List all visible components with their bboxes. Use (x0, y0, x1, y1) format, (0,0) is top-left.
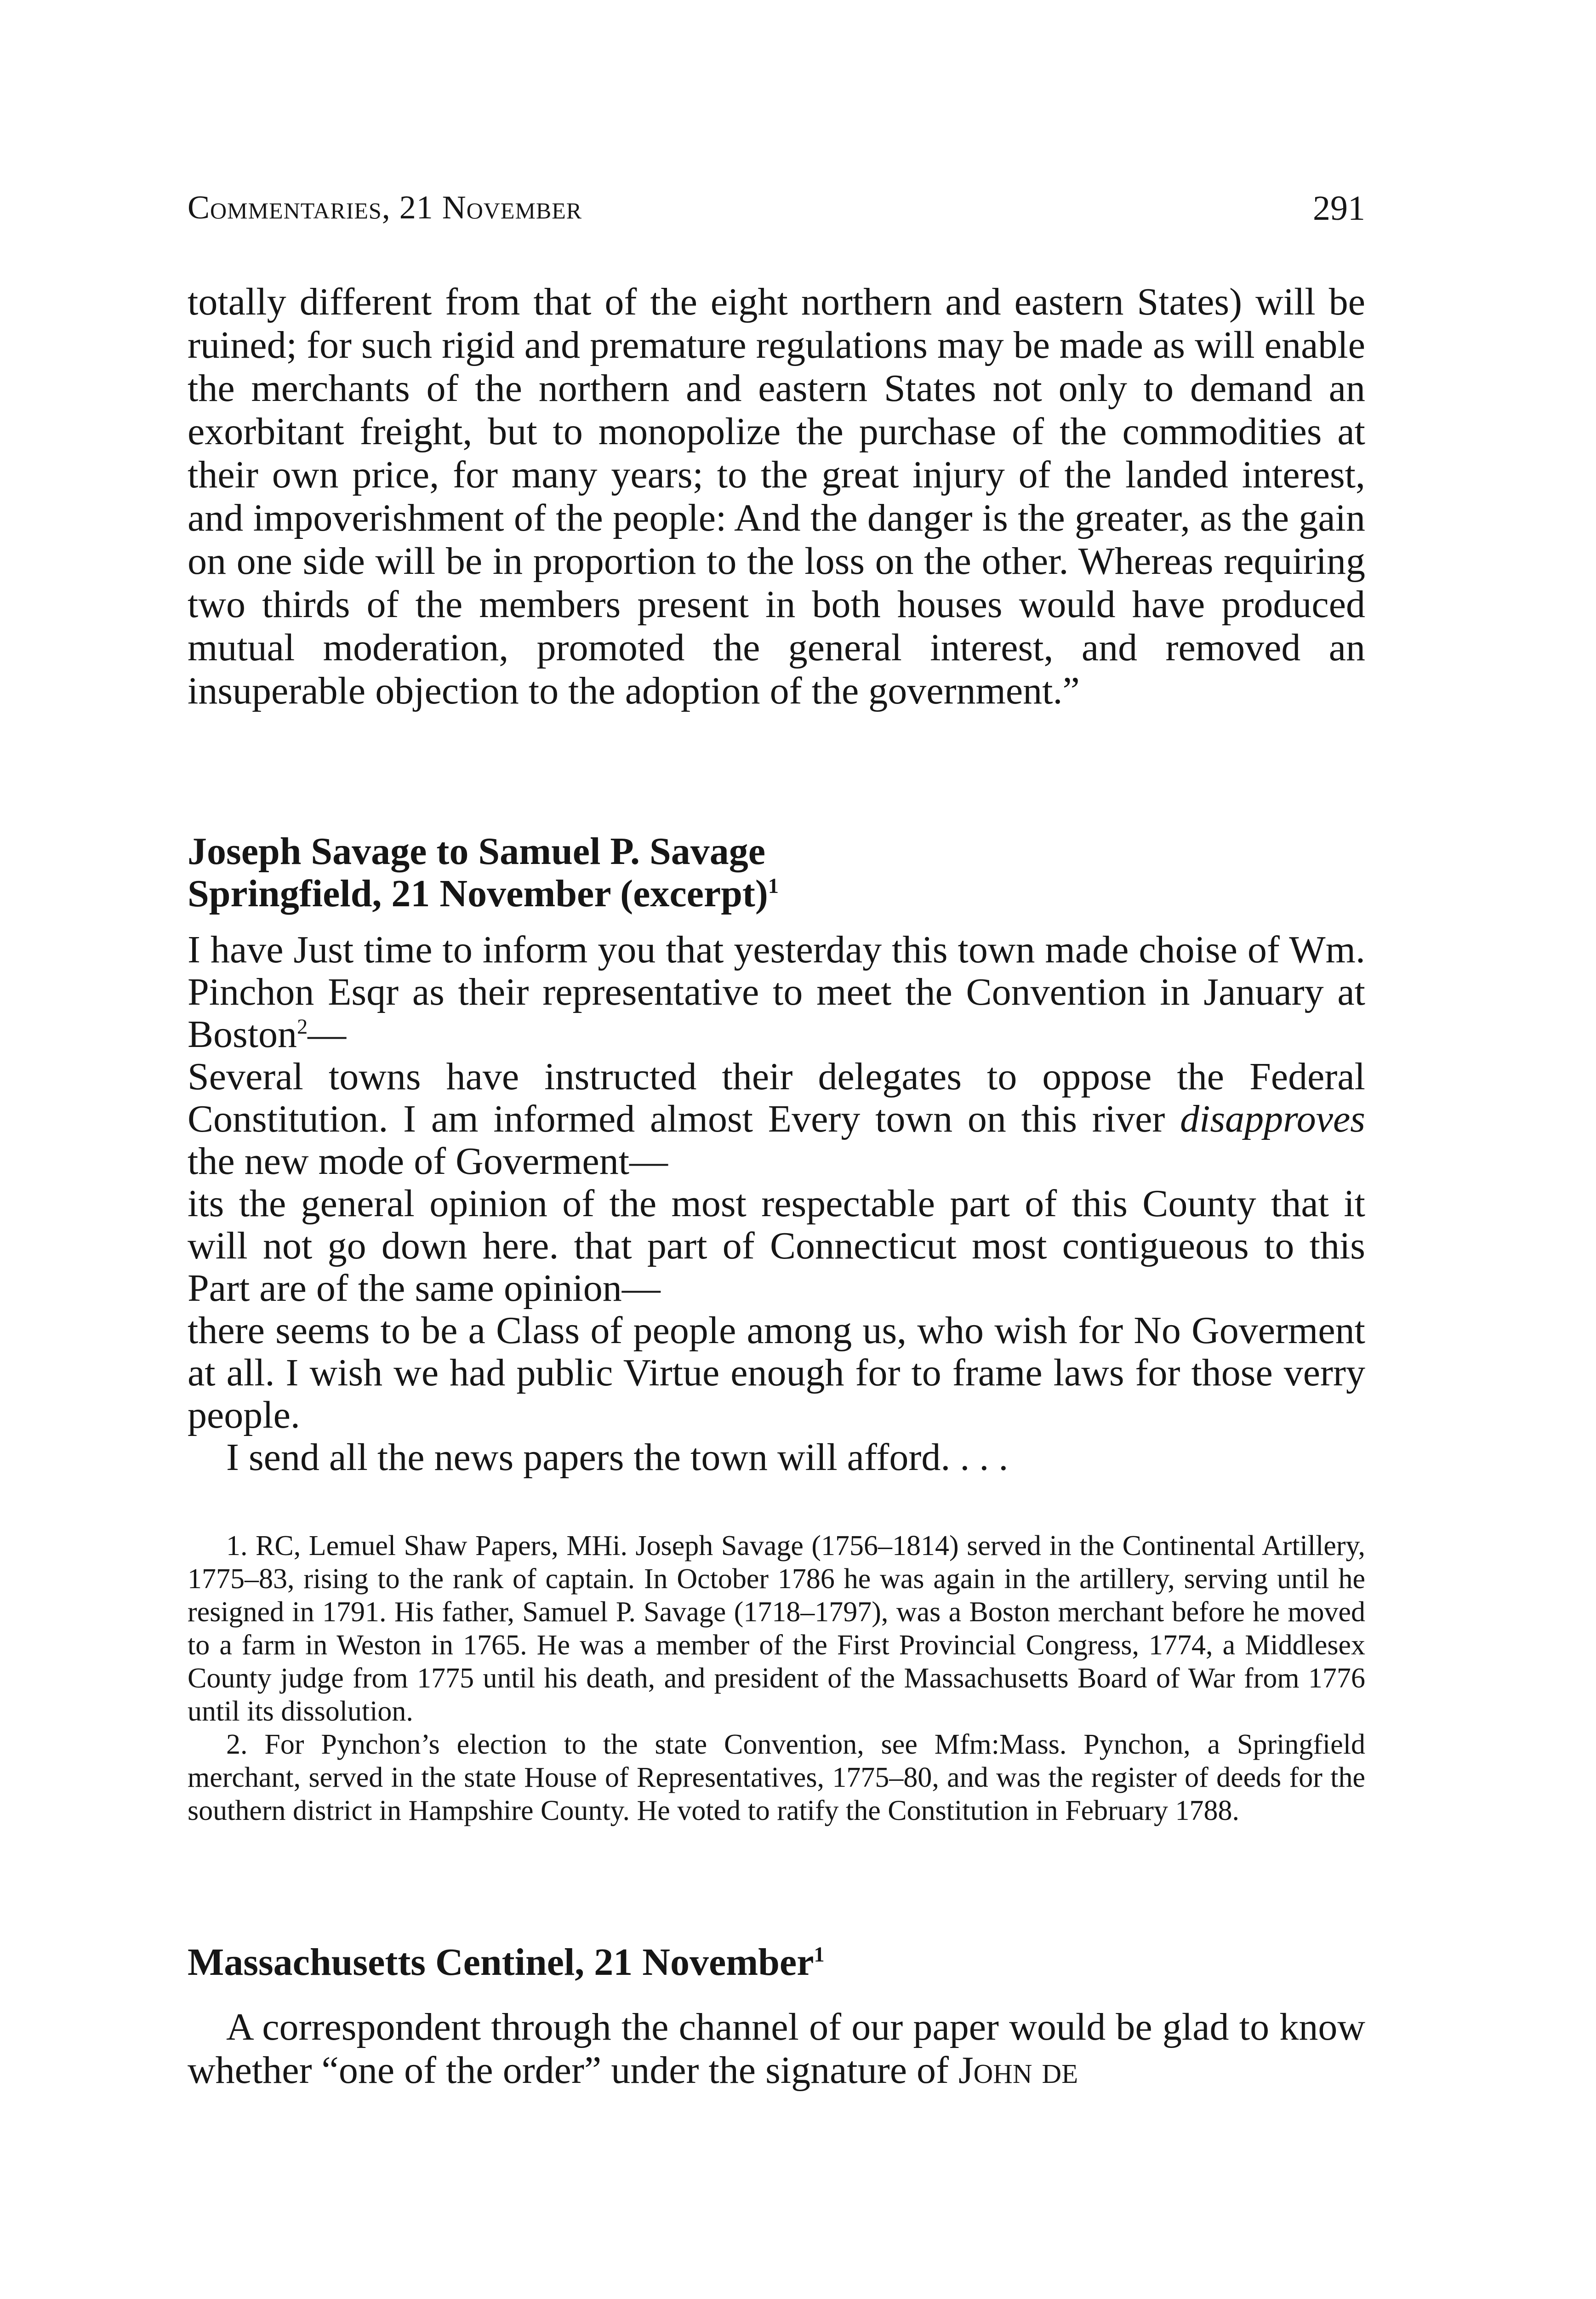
centinel-paragraph (188, 2006, 1365, 2092)
section-heading-centinel (188, 1940, 825, 1984)
letter-paragraph-3: its the general opinion of the most respectable part of this County that it will not go down here. that part of Connecticut most contigueous to this Part are of the same opinion— (188, 1182, 1365, 1310)
small-caps-name: John de (958, 2049, 1078, 2092)
letter-paragraph-4: there seems to be a Class of people among us, who wish for No Goverment at all. I wish we had public Virtue enough for to frame laws for those verry people. (188, 1309, 1365, 1436)
section-heading-line1: Joseph Savage to Samuel P. Savage (188, 830, 766, 873)
footnote-ref: 1 (768, 874, 779, 898)
section-heading-title: Massachusetts Centinel, 21 November (188, 1941, 814, 1984)
footnote-ref: 1 (814, 1943, 825, 1966)
running-head: Commentaries, 21 November (188, 189, 582, 226)
footnote-2: 2. For Pynchon’s election to the state Convention, see Mfm:Mass. Pynchon, a Springfield merchant, served in the state House of Representatives, 1775–80, and was the register of deeds for the southern district in Hampshire County. He voted to ratify the Constitution in February 1788. (188, 1729, 1365, 1826)
letter-text: the new mode of Goverment— (188, 1140, 668, 1183)
paragraph-text: A correspondent through the channel of our paper would be glad to know whether “one of the order” under the signature of (188, 2006, 1365, 2092)
page-number: 291 (1313, 189, 1365, 228)
letter-text: I have Just time to inform you that yesterday this town made choise of Wm. Pinchon Esqr as their representative to meet the Convention in January at Boston (188, 928, 1365, 1056)
letter-text: Several towns have instructed their delegates to oppose the Federal Constitution. I am informed almost Every town on this river (188, 1055, 1365, 1140)
letter-paragraph-5: I send all the news papers the town will afford. . . . (226, 1436, 1009, 1479)
section-heading-savage-subtitle (188, 872, 779, 916)
footnote-1: 1. RC, Lemuel Shaw Papers, MHi. Joseph Savage (1756–1814) served in the Continental Artillery, 1775–83, rising to the rank of captain. In October 1786 he was again in the artillery, serving until he resigned in 1791. His father, Samuel P. Savage (1718–1797), was a Boston merchant before he moved to a farm in Weston in 1765. He was a member of the First Provincial Congress, 1774, a Middlesex County judge from 1775 until his death, and president of the Massachusetts Board of War from 1776 until its dissolution. (188, 1530, 1365, 1727)
emphasized-word: disapproves (1180, 1098, 1365, 1140)
centinel-text (188, 2006, 1365, 2092)
letter-text: — (308, 1013, 347, 1056)
continuation-paragraph (188, 280, 1365, 713)
letter-paragraph-2 (188, 1056, 1365, 1183)
section-heading-line2: Springfield, 21 November (excerpt) (188, 872, 768, 915)
letter-paragraph-1 (188, 929, 1365, 1056)
section-heading-savage-title (188, 829, 765, 874)
continuation-text: totally different from that of the eight northern and eastern States) will be ruined; for such rigid and premature regulations may be made as will enable the merchants of the northern and eastern States not only to demand an exorbitant freight, but to monopolize the purchase of the commodities at their own price, for many years; to the great injury of the landed interest, and impoverishment of the people: And the danger is the greater, as the gain on one side will be in proportion to the loss on the other. Whereas requiring two thirds of the members present in both houses would have produced mutual moderation, promoted the general interest, and removed an insuperable objection to the adoption of the government.” (188, 280, 1365, 712)
letter-excerpt (188, 929, 1365, 1479)
footnotes (188, 1529, 1365, 1827)
footnote-ref: 2 (297, 1015, 308, 1038)
